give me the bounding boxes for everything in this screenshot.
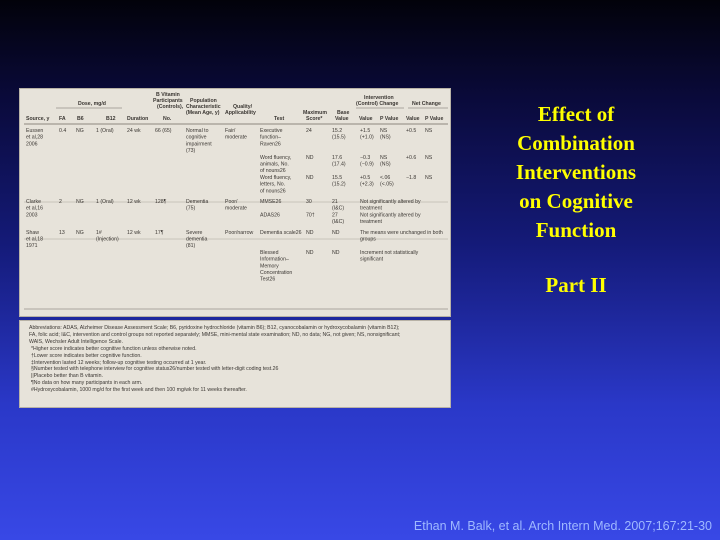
table-cell: 15.2 <box>332 128 343 134</box>
col-int-p: P Value <box>380 116 399 122</box>
table-svg <box>20 89 450 316</box>
table-cell: NS <box>380 128 388 134</box>
header-b-vitamin-1: B Vitamin <box>156 92 180 98</box>
table-cell: Fair/ <box>225 128 236 134</box>
table-cell: (I&C) <box>332 205 345 212</box>
table-cell: 1971 <box>26 243 38 250</box>
table-cell: ND <box>306 174 314 181</box>
table-cell: Severe <box>186 229 203 236</box>
table-cell: (81) <box>186 243 196 250</box>
table-cell: Dementia scale26 <box>260 229 302 236</box>
table-cell: Not significantly altered by <box>360 212 421 219</box>
table-cell: 66 (65) <box>155 128 172 134</box>
col-b12: B12 <box>106 116 116 122</box>
table-cell: +0.5 <box>406 128 417 134</box>
table-cell: significant <box>360 256 384 263</box>
footnote-item: §Number tested with telephone interview for cognitive status26/number tested with letter-digit coding test.26 <box>31 366 279 373</box>
footnote-item: †Lower score indicates better cognitive function. <box>31 352 142 359</box>
table-cell: Not significantly altered by <box>360 199 421 205</box>
col-no: No. <box>163 116 172 122</box>
col-net-value: Value <box>406 116 420 122</box>
table-cell: Clarke <box>26 199 41 205</box>
table-cell: of nouns26 <box>260 168 286 175</box>
table-cell: ND <box>306 229 314 236</box>
table-cell: Normal to <box>186 128 209 134</box>
table-cell: −1.8 <box>406 174 417 181</box>
table-cell: Memory <box>260 263 279 270</box>
table-cell: Blessed <box>260 249 279 256</box>
table-cell: +0.6 <box>406 154 417 161</box>
table-cell: (15.5) <box>332 134 346 141</box>
table-cell: of nouns26 <box>260 188 286 195</box>
table-cell: (17.4) <box>332 161 346 168</box>
table-cell: moderate <box>225 134 247 141</box>
table-cell: animals, No. <box>260 161 289 168</box>
table-cell: 0.4 <box>59 128 67 134</box>
col-test: Test <box>274 116 285 122</box>
table-cell: 2006 <box>26 141 38 148</box>
table-cell: <.06 <box>380 174 391 181</box>
table-cell: ND <box>306 249 314 256</box>
slide-title-line: Combination <box>517 131 635 155</box>
table-cell: Information– <box>260 256 289 263</box>
table-cell: et al,16 <box>26 205 44 212</box>
table-image <box>19 88 451 317</box>
header-b-vitamin-2: Participants <box>153 98 183 104</box>
table-cell: MMSE26 <box>260 199 282 205</box>
table-cell: 24 wk <box>127 128 141 134</box>
table-cell: Word fluency, <box>260 154 292 161</box>
header-maximum: Maximum <box>303 110 327 116</box>
table-cell: Poor/ <box>225 199 238 205</box>
header-population-2: Characteristic <box>186 104 221 110</box>
table-cell: ND <box>332 249 340 256</box>
table-cell: Test26 <box>260 276 276 283</box>
citation: Ethan M. Balk, et al. Arch Intern Med. 2007;167:21-30 <box>413 519 712 533</box>
table-body <box>26 128 443 283</box>
slide-title-line: Effect of <box>537 102 615 126</box>
table-cell: Shaw <box>26 229 39 236</box>
table-cell: 24 <box>306 128 312 134</box>
table-cell: Word fluency, <box>260 174 292 181</box>
header-score: Score* <box>306 116 323 122</box>
table-cell: groups <box>360 236 376 243</box>
table-cell: et al,28 <box>26 134 44 141</box>
header-intervention-1: Intervention <box>364 95 394 101</box>
footnote-list <box>29 325 444 394</box>
table-cell: 27 <box>332 212 338 219</box>
table-cell: 1 (Oral) <box>96 128 114 134</box>
table-cell: Raven26 <box>260 141 281 148</box>
table-cell: NG <box>76 229 84 236</box>
header-b-vitamin-3: (Controls), <box>157 104 184 110</box>
table-cell: 1# <box>96 229 102 236</box>
table-cell: (73) <box>186 148 196 155</box>
table-cell: et al,18 <box>26 236 44 243</box>
table-cell: (NS) <box>380 134 391 141</box>
table-cell: 2 <box>59 199 62 205</box>
col-b6: B6 <box>77 116 84 122</box>
table-cell: cognitive <box>186 134 207 141</box>
footnote-item: Abbreviations: ADAS, Alzheimer Disease Assessment Scale; B6, pyridoxine hydrochloride (vitamin B6); B12, cyanocobalamin or hydroxycobalamin (vitamin B12); <box>29 325 400 331</box>
table-cell: (<.05) <box>380 181 394 188</box>
table-cell: dementia <box>186 236 208 243</box>
table-cell: treatment <box>360 219 382 226</box>
table-cell: ND <box>332 229 340 236</box>
table-cell: NS <box>425 174 433 181</box>
table-cell: 30 <box>306 199 312 205</box>
table-cell: 70† <box>306 212 315 219</box>
header-population-1: Population <box>190 98 217 104</box>
header-quality-1: Quality/ <box>233 104 253 110</box>
footnote-item: #Hydroxycobalamin, 1000 mg/d for the first week and then 100 mg/wk for 11 weeks thereafter. <box>31 387 247 394</box>
col-fa: FA <box>59 116 66 122</box>
table-cell: (75) <box>186 205 196 212</box>
slide-subtitle: Part II <box>545 273 607 297</box>
footnote-item: ‡Intervention lasted 12 weeks; follow-up cognitive testing occurred at 1 year. <box>31 359 207 366</box>
footnote-item: FA, folic acid; I&C, intervention and control groups not reported separately; MMSE, mini-mental state examination; ND, no data; NG, not given; NS, nonsignificant; <box>29 331 401 338</box>
header-dose: Dose, mg/d <box>78 101 106 107</box>
slide-title-line: Interventions <box>515 160 637 184</box>
table-cell: 21 <box>332 199 338 205</box>
table-cell: (Injection) <box>96 236 119 243</box>
slide-title-line: Function <box>535 218 617 242</box>
header-net-change: Net Change <box>412 101 441 107</box>
slide-title <box>488 100 664 245</box>
table-cell: 2003 <box>26 212 38 219</box>
footnote-item: ¶No data on how many participants in each arm. <box>31 380 143 387</box>
table-cell: moderate <box>225 205 247 212</box>
table-cell: function– <box>260 134 282 141</box>
table-cell: ND <box>306 154 314 161</box>
table-cell: +0.5 <box>360 174 371 181</box>
table-cell: 12 wk <box>127 199 141 205</box>
table-cell: NG <box>76 128 84 134</box>
table-cell: Eussen <box>26 128 44 134</box>
table-cell: (−0.9) <box>360 161 374 168</box>
table-cell: treatment <box>360 205 382 212</box>
table-cell: The means were unchanged in both <box>360 229 443 236</box>
header-base: Base <box>337 110 350 116</box>
table-cell: +1.5 <box>360 128 371 134</box>
table-cell: 17.6 <box>332 154 343 161</box>
table-cell: 13 <box>59 229 65 236</box>
table-cell: Concentration <box>260 270 293 276</box>
header-intervention-2: (Control) Change <box>356 101 399 107</box>
header-population-3: (Mean Age, y) <box>186 110 220 116</box>
col-int-value: Value <box>359 116 373 122</box>
table-cell: Poor/narrow <box>225 229 254 236</box>
table-cell: 1 (Oral) <box>96 199 114 205</box>
col-net-p: P Value <box>425 116 444 122</box>
table-cell: (+1.0) <box>360 134 374 141</box>
table-cell: −0.3 <box>360 154 371 161</box>
table-cell: NS <box>425 128 433 134</box>
table-cell: NS <box>380 154 388 161</box>
footnote-item: WAIS, Wechsler Adult Intelligence Scale. <box>29 338 123 345</box>
table-cell: (+2.3) <box>360 181 374 188</box>
col-duration: Duration <box>127 116 149 122</box>
table-cell: ADAS26 <box>260 212 280 219</box>
table-cell: (NS) <box>380 161 391 168</box>
col-source: Source, y <box>26 116 50 122</box>
table-cell: Increment not statistically <box>360 249 419 256</box>
header-quality-2: Applicability <box>225 110 256 116</box>
table-cell: 128¶ <box>155 199 167 205</box>
table-cell: letters, No. <box>260 181 286 188</box>
table-cell: NG <box>76 199 84 205</box>
table-cell: NS <box>425 154 433 161</box>
table-cell: Executive <box>260 128 283 134</box>
table-cell: (I&C) <box>332 219 345 226</box>
table-cell: (15.2) <box>332 181 346 188</box>
table-cell: 15.5 <box>332 174 343 181</box>
table-cell: 12 wk <box>127 229 141 236</box>
footnote-item: *Higher score indicates better cognitive function unless otherwise noted. <box>31 345 197 352</box>
table-cell: 17¶ <box>155 229 164 236</box>
table-cell: Dementia <box>186 199 209 205</box>
header-value: Value <box>335 116 349 122</box>
slide-title-line: on Cognitive <box>519 189 633 213</box>
footnote-item: ||Placebo better than B vitamin. <box>31 373 103 380</box>
footnote-image <box>19 320 451 408</box>
table-cell: impairment <box>186 141 212 148</box>
